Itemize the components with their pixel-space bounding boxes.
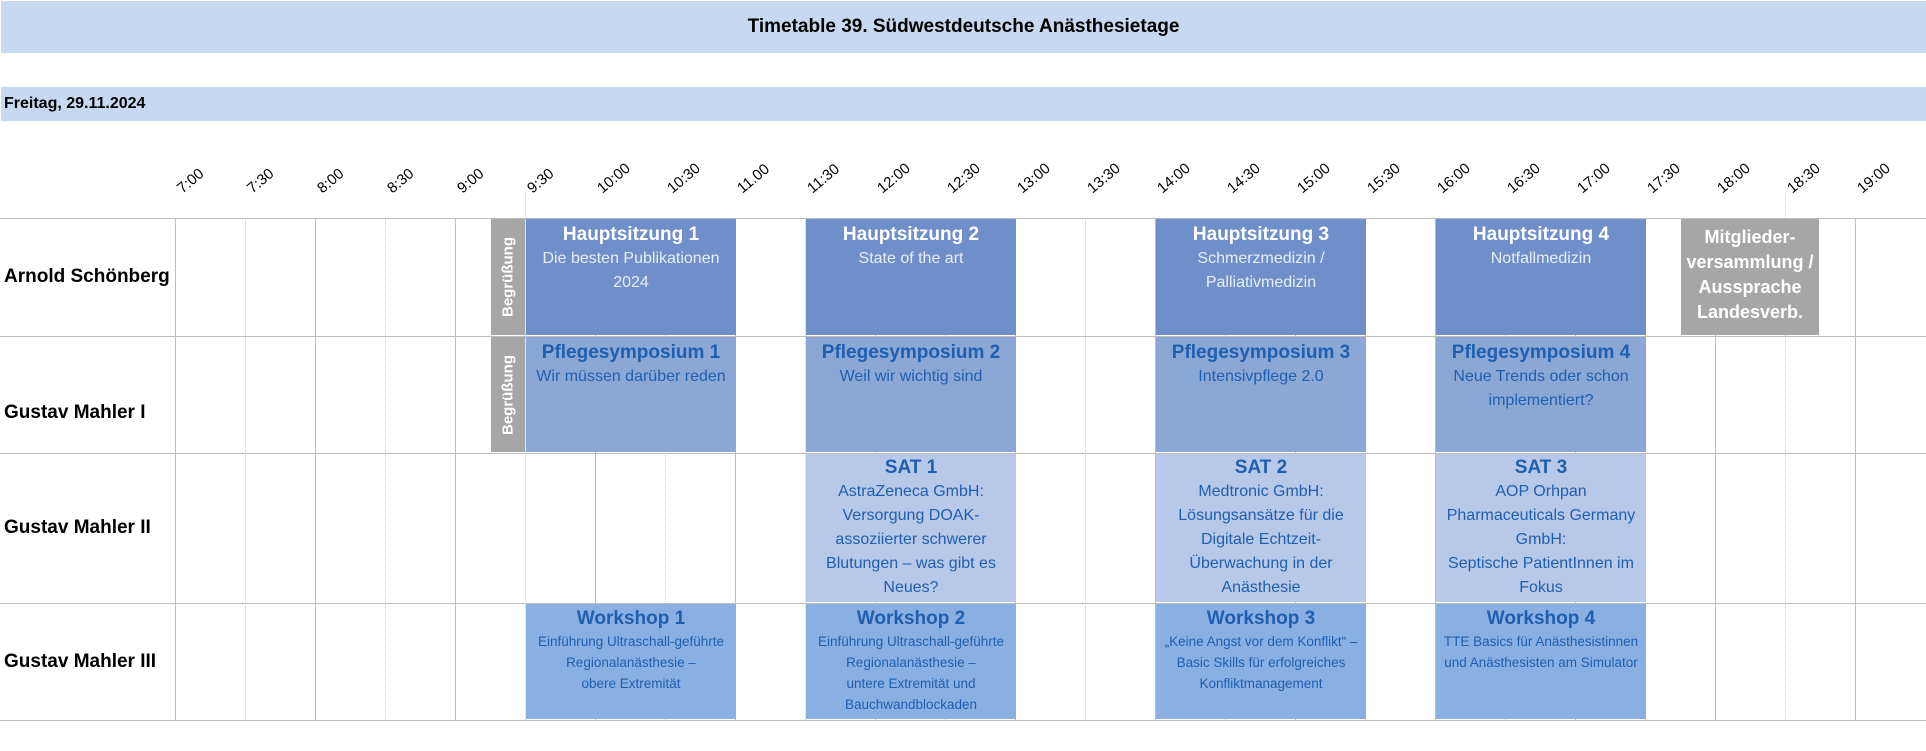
session-line: Konfliktmanagement (1199, 676, 1323, 691)
sat-1-block[interactable] (806, 454, 1016, 602)
session-line: versammlung / (1686, 252, 1814, 272)
time-tick-label: 13:30 (1084, 159, 1124, 197)
session-line: Anästhesie (1221, 579, 1301, 596)
session-title: Workshop 3 (1206, 608, 1316, 629)
session-title: Hauptsitzung 4 (1472, 224, 1610, 245)
session-line: Blutungen – was gibt es (826, 555, 996, 572)
grid-column-line (245, 218, 246, 720)
workshop-4-block[interactable] (1436, 604, 1646, 719)
session-line: Landesverb. (1696, 302, 1804, 322)
sat-3-block[interactable] (1436, 454, 1646, 602)
time-tick-label: 14:00 (1154, 159, 1194, 197)
room-label-arnold-schoenberg: Arnold Schönberg (4, 266, 170, 287)
session-line: Medtronic GmbH: (1198, 483, 1324, 500)
time-tick-label: 10:00 (594, 159, 634, 197)
session-line: Neue Trends oder schon (1453, 368, 1629, 385)
time-tick-label: 9:30 (524, 165, 558, 197)
time-marker-line (525, 193, 526, 218)
pflegesymposium-1-block[interactable] (526, 337, 736, 452)
session-title: Pflegesymposium 2 (821, 342, 1001, 363)
room-label-gustav-mahler-2: Gustav Mahler II (4, 517, 151, 538)
session-title: Hauptsitzung 2 (842, 224, 980, 245)
time-tick-label: 14:30 (1224, 159, 1264, 197)
session-line: Einführung Ultraschall-geführte (817, 634, 1005, 649)
session-line: Schmerzmedizin / (1197, 250, 1325, 267)
time-tick-label: 8:00 (314, 165, 348, 197)
hauptsitzung-3-block[interactable] (1156, 219, 1366, 335)
session-line: und Anästhesisten am Simulator (1444, 655, 1638, 670)
begruessung-block-mahler1[interactable] (491, 337, 525, 452)
session-title: Workshop 2 (856, 608, 966, 629)
session-line: AOP Orhpan (1495, 483, 1587, 500)
time-tick-label: 17:00 (1574, 159, 1614, 197)
time-tick-label: 17:30 (1644, 159, 1684, 197)
session-line: implementiert? (1488, 392, 1594, 409)
day-label: Freitag, 29.11.2024 (1, 87, 1926, 121)
session-line: Aussprache (1698, 277, 1802, 297)
begruessung-label: Begrüßung (499, 354, 517, 435)
session-line: Digitale Echtzeit- (1200, 531, 1322, 548)
begruessung-block-arnold[interactable] (491, 219, 525, 335)
session-line: Bauchwandblockaden (844, 697, 978, 712)
workshop-1-block[interactable] (526, 604, 736, 719)
session-line: Basic Skills für erfolgreiches (1176, 655, 1346, 670)
session-line: TTE Basics für Anästhesistinnen (1443, 634, 1639, 649)
time-tick-label: 7:30 (244, 165, 278, 197)
time-tick-label: 9:00 (454, 165, 488, 197)
session-line: Intensivpflege 2.0 (1198, 368, 1324, 385)
time-tick-label: 18:00 (1714, 159, 1754, 197)
session-title: Hauptsitzung 1 (562, 224, 700, 245)
session-line: Fokus (1519, 579, 1563, 596)
time-tick-label: 18:30 (1784, 159, 1824, 197)
grid-row-line (0, 720, 1926, 721)
grid-column-line (1855, 218, 1856, 720)
session-title: Pflegesymposium 4 (1451, 342, 1631, 363)
session-title: Pflegesymposium 1 (541, 342, 721, 363)
grid-column-line (315, 218, 316, 720)
session-line: Septische PatientInnen im (1448, 555, 1634, 572)
session-line: Pharmaceuticals Germany (1446, 507, 1636, 524)
workshop-2-block[interactable] (806, 604, 1016, 719)
room-label-gustav-mahler-1: Gustav Mahler I (4, 402, 146, 423)
session-line: Lösungsansätze für die (1178, 507, 1344, 524)
time-tick-label: 7:00 (174, 165, 208, 197)
session-line: Regionalanästhesie – (566, 655, 696, 670)
room-label-gustav-mahler-3: Gustav Mahler III (4, 651, 157, 672)
grid-column-line (175, 218, 176, 720)
session-line: Die besten Publikationen (542, 250, 720, 267)
session-line: State of the art (858, 250, 964, 267)
time-tick-label: 16:00 (1434, 159, 1474, 197)
session-line: GmbH: (1515, 531, 1567, 548)
session-line: assoziierter schwerer (835, 531, 987, 548)
session-line: 2024 (613, 274, 649, 291)
session-title: SAT 2 (1234, 457, 1288, 478)
session-title: SAT 3 (1514, 457, 1568, 478)
session-line: obere Extremität (581, 676, 681, 691)
session-line: Überwachung in der (1189, 555, 1333, 572)
time-tick-label: 11.00 (734, 160, 773, 197)
session-title: SAT 1 (884, 457, 938, 478)
session-line: Palliativmedizin (1205, 274, 1317, 291)
time-tick-label: 11:30 (804, 160, 843, 197)
pflegesymposium-3-block[interactable] (1156, 337, 1366, 452)
session-line: Regionalanästhesie – (846, 655, 976, 670)
session-title: Hauptsitzung 3 (1192, 224, 1330, 245)
grid-column-line (385, 218, 386, 720)
hauptsitzung-1-block[interactable] (526, 219, 736, 335)
session-line: Neues? (883, 579, 939, 596)
pflegesymposium-4-block[interactable] (1436, 337, 1646, 452)
time-tick-label: 15:30 (1364, 159, 1404, 197)
session-title: Workshop 4 (1486, 608, 1596, 629)
time-tick-label: 8:30 (384, 165, 418, 197)
time-tick-label: 15:00 (1294, 159, 1334, 197)
session-line: Weil wir wichtig sind (839, 368, 983, 385)
sat-2-block[interactable] (1156, 454, 1366, 602)
workshop-3-block[interactable] (1156, 604, 1366, 719)
begruessung-label: Begrüßung (499, 237, 517, 317)
grid-column-line (1085, 218, 1086, 720)
time-tick-label: 12:30 (944, 159, 984, 197)
session-line: AstraZeneca GmbH: (838, 483, 984, 500)
time-tick-label: 10:30 (664, 159, 704, 197)
session-line: Versorgung DOAK- (842, 507, 980, 524)
time-tick-label: 16:30 (1504, 159, 1544, 197)
session-line: Wir müssen darüber reden (536, 368, 726, 385)
page-title: Timetable 39. Südwestdeutsche Anästhesietage (1, 1, 1926, 53)
mitgliederversammlung-block[interactable] (1681, 219, 1819, 335)
session-line: „Keine Angst vor dem Konflikt“ – (1164, 634, 1358, 649)
time-tick-label: 19:00 (1854, 159, 1894, 197)
hauptsitzung-2-block[interactable] (806, 219, 1016, 335)
session-line: Mitglieder- (1704, 227, 1796, 247)
session-title: Pflegesymposium 3 (1171, 342, 1351, 363)
session-line: Einführung Ultraschall-geführte (537, 634, 725, 649)
time-tick-label: 12:00 (874, 159, 914, 197)
session-line: untere Extremität und (846, 676, 976, 691)
grid-column-line (455, 218, 456, 720)
pflegesymposium-2-block[interactable] (806, 337, 1016, 452)
time-tick-label: 13:00 (1014, 159, 1054, 197)
session-title: Workshop 1 (576, 608, 686, 629)
session-line: Notfallmedizin (1490, 250, 1592, 267)
hauptsitzung-4-block[interactable] (1436, 219, 1646, 335)
time-marker-line (1785, 193, 1786, 218)
